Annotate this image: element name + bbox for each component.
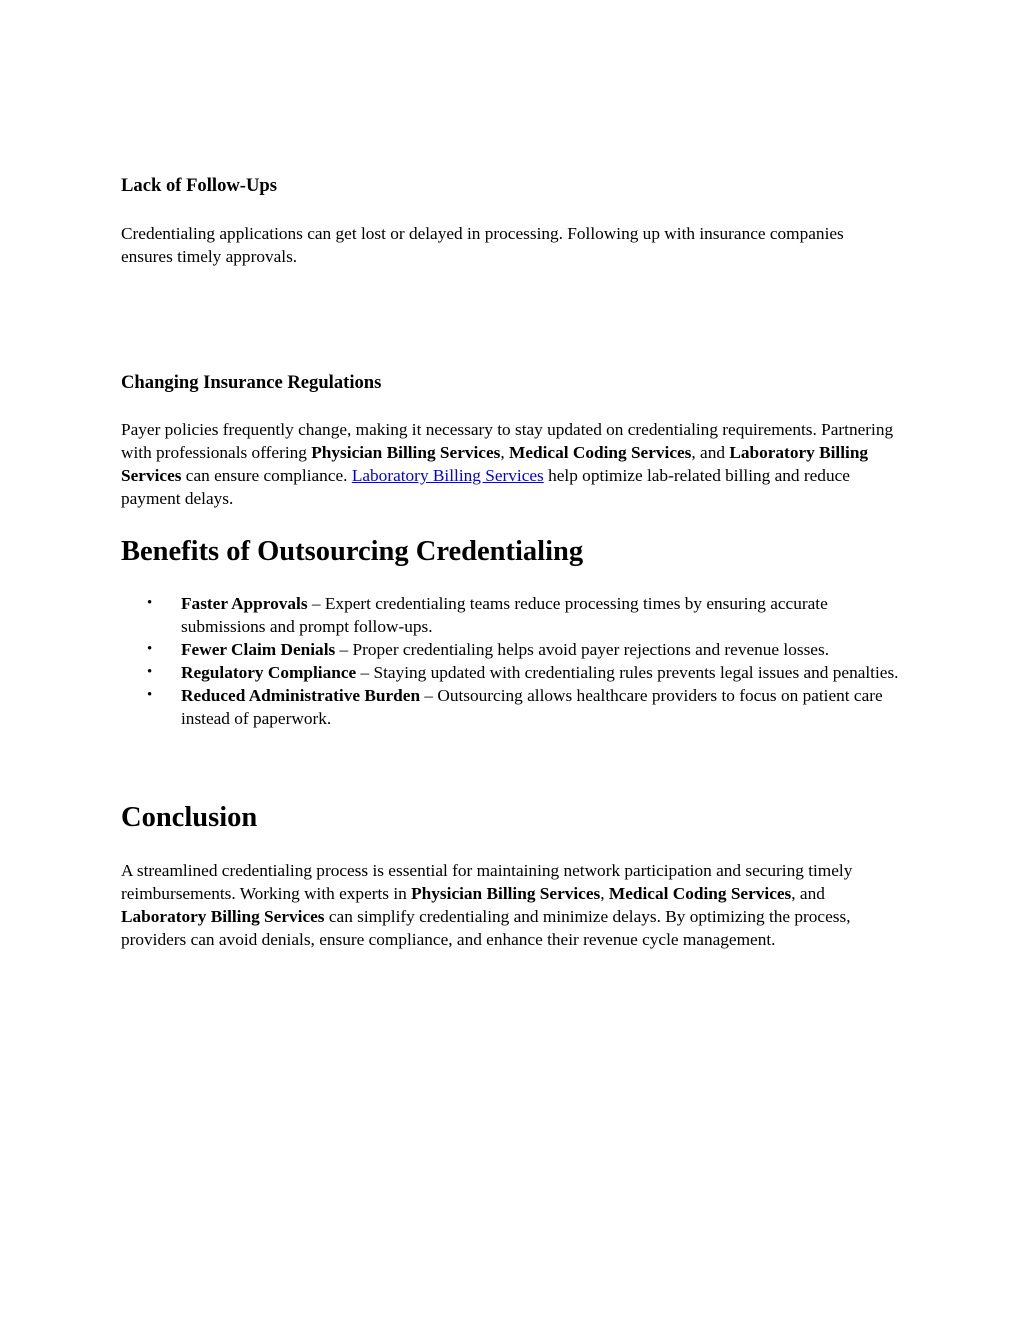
paragraph-conclusion: [121, 859, 901, 951]
list-item-text: – Expert credentialing teams reduce processing times by ensuring accurate submissions and prompt follow-ups.: [181, 594, 828, 636]
list-item: [121, 661, 911, 684]
text-separator: , and: [691, 443, 730, 462]
bold-laboratory-billing: Laboratory Billing Services: [121, 907, 325, 926]
heading-conclusion: Conclusion: [121, 802, 258, 833]
list-item-text: – Outsourcing allows healthcare providers to focus on patient care instead of paperwork.: [181, 686, 883, 728]
heading-benefits-of-outsourcing: Benefits of Outsourcing Credentialing: [121, 536, 584, 567]
bold-physician-billing: Physician Billing Services: [311, 443, 501, 462]
list-item-title: Reduced Administrative Burden: [181, 686, 421, 705]
list-item: [121, 684, 911, 730]
benefits-list: [121, 592, 911, 730]
text-run: Payer policies frequently change, making it necessary to stay updated on credentialing requirements. Partnering with professionals offering: [121, 420, 894, 462]
list-item-title: Faster Approvals: [181, 594, 308, 613]
bold-medical-coding: Medical Coding Services: [608, 884, 792, 903]
paragraph-regulations: [121, 418, 896, 510]
heading-lack-of-follow-ups: Lack of Follow-Ups: [121, 175, 277, 196]
bold-physician-billing: Physician Billing Services: [411, 884, 601, 903]
text-run: can ensure compliance.: [181, 466, 352, 485]
list-item-title: Fewer Claim Denials: [181, 640, 336, 659]
text-separator: , and: [791, 884, 825, 903]
list-item-title: Regulatory Compliance: [181, 663, 357, 682]
list-item-text: – Proper credentialing helps avoid payer rejections and revenue losses.: [335, 640, 830, 659]
link-laboratory-billing-services[interactable]: Laboratory Billing Services: [351, 466, 544, 485]
bullet-icon: •: [147, 664, 153, 680]
bold-medical-coding: Medical Coding Services: [509, 443, 692, 462]
list-item-text: – Staying updated with credentialing rules prevents legal issues and penalties.: [356, 663, 899, 682]
list-item: [121, 592, 911, 638]
text-run: can simplify credentialing and minimize delays. By optimizing the process, providers can avoid denials, ensure compliance, and enhance their revenue cycle management.: [121, 907, 851, 949]
bullet-icon: •: [147, 595, 153, 611]
bold-laboratory-billing: Laboratory Billing Services: [121, 443, 869, 485]
bullet-icon: •: [147, 687, 153, 703]
text-run: A streamlined credentialing process is essential for maintaining network participation and securing timely reimbursements. Working with experts in: [121, 861, 853, 903]
text-separator: ,: [500, 443, 510, 462]
list-item: [121, 638, 911, 661]
paragraph-follow-ups: Credentialing applications can get lost or delayed in processing. Following up with insurance companies ensures timely approvals.: [121, 224, 844, 266]
text-separator: ,: [600, 884, 609, 903]
heading-changing-insurance-regulations: Changing Insurance Regulations: [121, 372, 382, 393]
bullet-icon: •: [147, 641, 153, 657]
text-run: help optimize lab-related billing and reduce payment delays.: [121, 466, 850, 508]
